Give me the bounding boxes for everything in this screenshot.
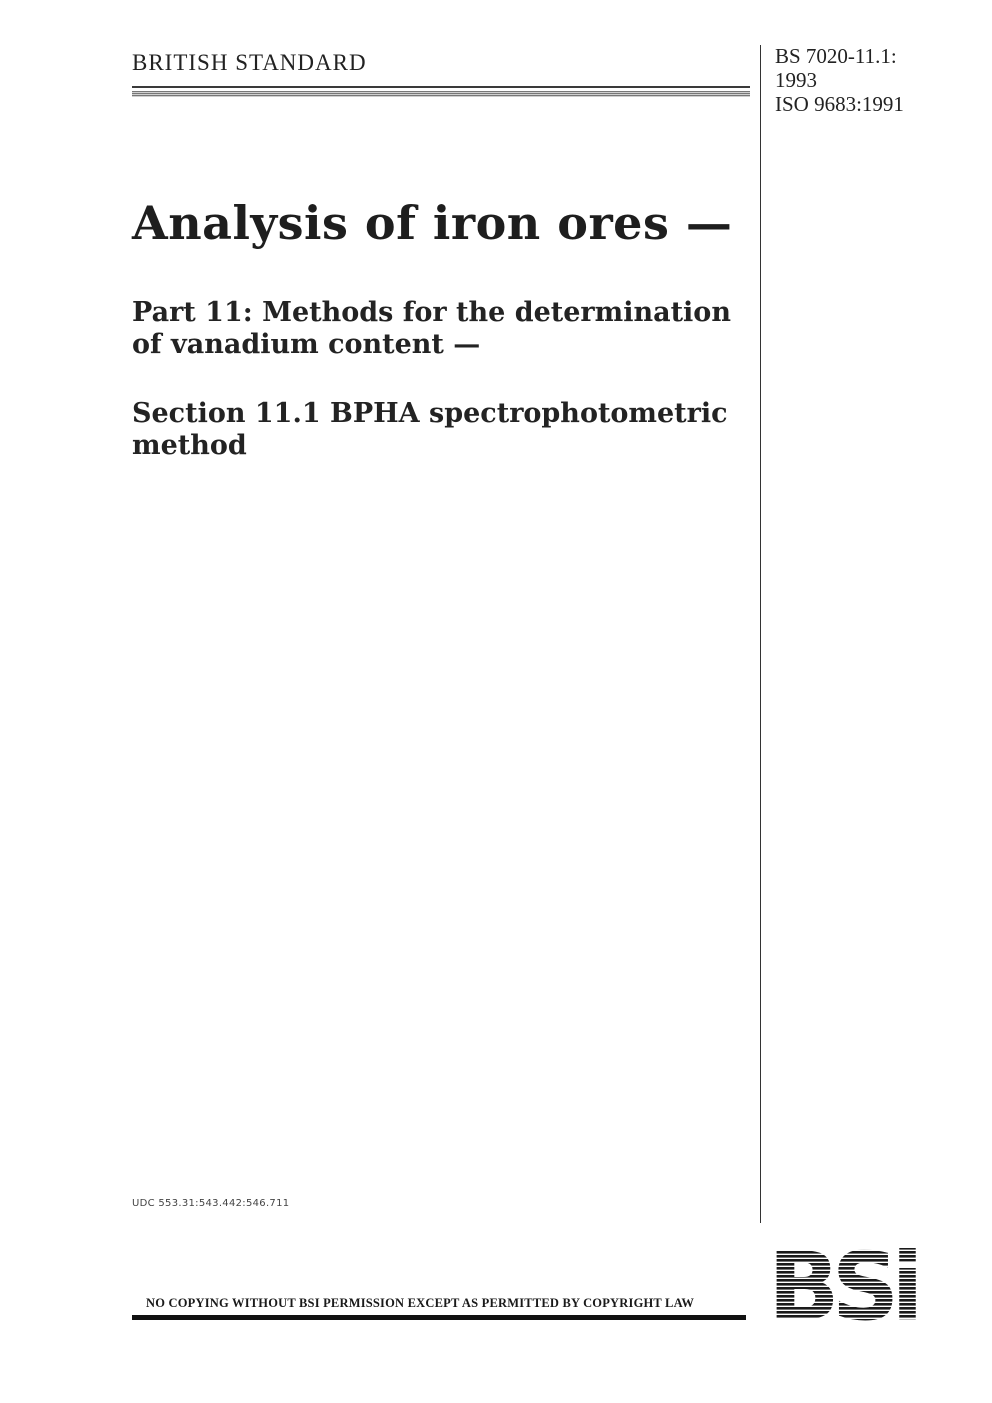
udc-code: UDC 553.31:543.442:546.711 xyxy=(132,1198,290,1209)
document-title: Analysis of iron ores — xyxy=(132,196,733,250)
part-heading-line-2: of vanadium content — xyxy=(132,329,481,360)
header-rule-thick xyxy=(132,91,750,97)
part-heading-line-1: Part 11: Methods for the determination xyxy=(132,297,731,328)
header-label: BRITISH STANDARD xyxy=(132,50,367,75)
section-heading-line-2: method xyxy=(132,430,247,461)
bsi-logo-icon xyxy=(770,1243,946,1323)
standard-number-year: 1993 xyxy=(775,68,817,92)
header-rule-thin xyxy=(132,86,750,88)
standard-number-bs: BS 7020-11.1: xyxy=(775,44,897,68)
copyright-notice: NO COPYING WITHOUT BSI PERMISSION EXCEPT AS PERMITTED BY COPYRIGHT LAW xyxy=(146,1296,695,1310)
vertical-divider xyxy=(760,45,761,1223)
bottom-rule xyxy=(132,1315,746,1320)
section-heading xyxy=(132,398,752,462)
section-heading-line-1: Section 11.1 BPHA spectrophotometric xyxy=(132,398,728,429)
standard-numbers xyxy=(775,44,904,116)
part-heading xyxy=(132,297,752,361)
standard-number-iso: ISO 9683:1991 xyxy=(775,92,904,116)
